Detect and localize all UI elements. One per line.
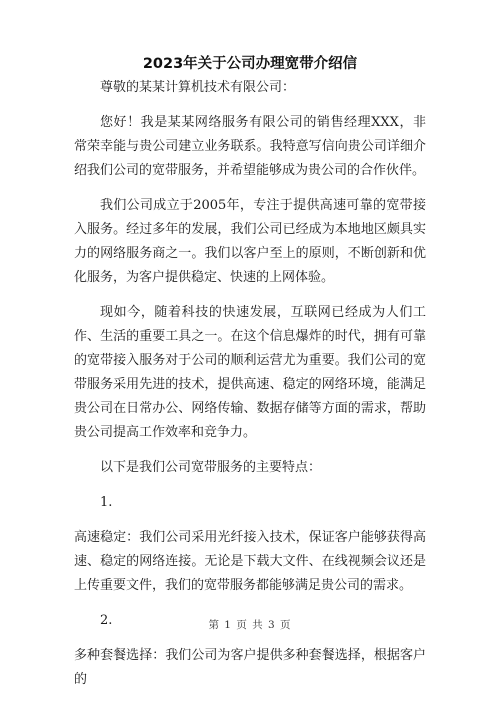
document-body bbox=[74, 76, 426, 703]
page-footer: 第 1 页 共 3 页 bbox=[208, 619, 292, 631]
feature-1-paragraph: 高速稳定：我们公司采用光纤接入技术，保证客户能够获得高速、稳定的网络连接。无论是下载大文件、在线视频会议还是上传重要文件，我们的宽带服务都能够满足贵公司的需求。 bbox=[74, 530, 426, 593]
list-number-2: 2. bbox=[100, 613, 113, 628]
salutation: 尊敬的某某计算机技术有限公司： bbox=[100, 80, 296, 95]
company-paragraph: 我们公司成立于2005年，专注于提供高速可靠的宽带接入服务。经过多年的发展，我们公司已经成为本地地区颇具实力的网络服务商之一。我们以客户至上的原则，不断创新和优化服务，为客户提供稳定、快速的上网体验。 bbox=[74, 198, 426, 285]
document-title: 2023年关于公司办理宽带介绍信 bbox=[142, 56, 358, 72]
importance-paragraph: 现如今，随着科技的快速发展，互联网已经成为人们工作、生活的重要工具之一。在这个信息爆炸的时代，拥有可靠的宽带接入服务对于公司的顺利运营尤为重要。我们公司的宽带服务采用先进的技术，提供高速、稳定的网络环境，能满足贵公司在日常办公、网络传输、数据存储等方面的需求，帮助贵公司提高工作效率和竞争力。 bbox=[74, 305, 426, 440]
feature-2-paragraph: 多种套餐选择：我们公司为客户提供多种套餐选择，根据客户的 bbox=[74, 648, 426, 687]
intro-paragraph: 您好！我是某某网络服务有限公司的销售经理XXX，非常荣幸能与贵公司建立业务联系。我特意写信向贵公司详细介绍我们公司的宽带服务，并希望能够成为贵公司的合作伙伴。 bbox=[74, 115, 426, 178]
list-number-1: 1. bbox=[100, 495, 113, 510]
features-heading: 以下是我们公司宽带服务的主要特点： bbox=[100, 460, 322, 475]
